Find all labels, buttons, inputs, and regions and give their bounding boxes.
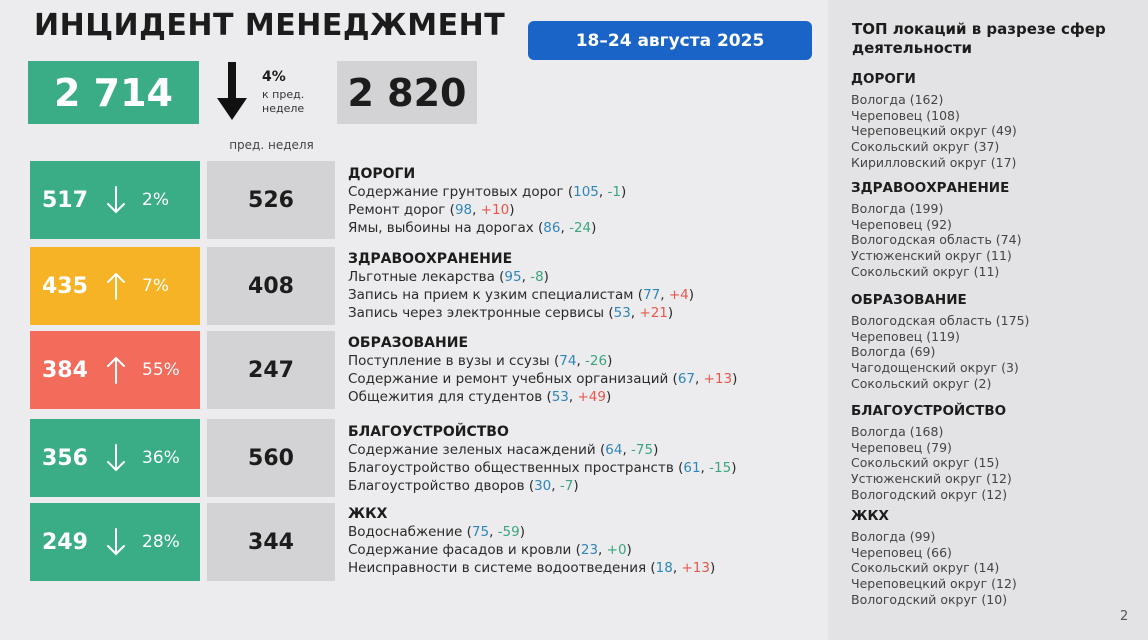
category-previous-value: 344 — [207, 503, 335, 581]
total-change-percent: 4% — [262, 69, 286, 85]
location-item: Устюженский округ (12) — [851, 471, 1012, 487]
detail-delta: +4 — [668, 287, 689, 303]
location-item: Сокольский округ (15) — [851, 455, 1000, 471]
detail-text: Водоснабжение — [348, 524, 463, 540]
detail-delta: +10 — [480, 202, 510, 218]
category-current-box — [30, 247, 200, 325]
category-title: ЖКХ — [348, 506, 388, 522]
detail-text: Содержание фасадов и кровли — [348, 542, 572, 558]
category-current-value: 435 — [42, 273, 88, 299]
location-item: Вологда (99) — [851, 529, 936, 544]
category-detail — [348, 165, 818, 237]
detail-delta: -24 — [569, 220, 592, 236]
detail-count: 23 — [580, 542, 599, 558]
category-change-percent: 2% — [142, 190, 169, 210]
detail-text: Ямы, выбоины на дорогах — [348, 220, 534, 236]
detail-text: Запись на прием к узким специалистам — [348, 287, 634, 303]
detail-count: 95 — [504, 269, 522, 285]
category-detail-line: Содержание фасадов и кровли (23, +0) — [348, 542, 632, 558]
total-change-note: к пред. неделе — [262, 88, 305, 115]
detail-count: 105 — [573, 184, 599, 200]
category-detail-line: Водоснабжение (75, -59) — [348, 524, 526, 540]
detail-count: 53 — [613, 305, 631, 321]
location-item: Вологда (199) — [851, 201, 944, 216]
arrow-down-icon — [104, 185, 128, 215]
arrow-down-icon — [104, 527, 128, 557]
detail-count: 53 — [551, 389, 569, 405]
category-title: ЗДРАВООХРАНЕНИЕ — [348, 251, 513, 267]
page-number: 2 — [1120, 609, 1129, 624]
location-item: Вологодский округ (12) — [851, 486, 1008, 502]
section-title: ЗДРАВООХРАНЕНИЕ — [851, 180, 1010, 196]
category-detail-line: Содержание грунтовых дорог (105, -1) — [348, 184, 627, 200]
top-locations-section — [851, 70, 1141, 171]
detail-delta: +49 — [577, 389, 606, 405]
section-title: БЛАГОУСТРОЙСТВО — [851, 403, 1007, 419]
arrow-up-icon — [104, 271, 128, 301]
location-item: Сокольский округ (11) — [851, 263, 1000, 279]
total-current-value: 2 714 — [28, 61, 199, 124]
category-detail — [348, 423, 818, 495]
detail-text: Ремонт дорог — [348, 202, 446, 218]
location-item: Череповецкий округ (49) — [851, 123, 1017, 139]
date-range-badge: 18–24 августа 2025 — [528, 21, 812, 60]
detail-count: 86 — [543, 220, 561, 236]
detail-delta: -75 — [631, 442, 654, 458]
detail-count: 18 — [655, 560, 673, 576]
location-item: Вологодская область (74) — [851, 232, 1022, 248]
location-item: Череповец (66) — [851, 544, 952, 560]
top-locations-section — [851, 507, 1141, 608]
category-detail-line: Ремонт дорог (98, +10) — [348, 202, 515, 218]
detail-delta: -7 — [559, 478, 574, 494]
category-current-box — [30, 503, 200, 581]
detail-delta: -15 — [709, 460, 732, 476]
total-previous-value: 2 820 — [337, 61, 477, 124]
location-item: Кирилловский округ (17) — [851, 154, 1017, 170]
detail-text: Содержание грунтовых дорог — [348, 184, 564, 200]
category-current-box — [30, 419, 200, 497]
category-change-percent: 36% — [142, 448, 180, 468]
location-item: Череповец (79) — [851, 439, 952, 455]
page-title: ИНЦИДЕНТ МЕНЕДЖМЕНТ — [34, 8, 506, 43]
arrow-down-icon — [104, 443, 128, 473]
category-current-box — [30, 331, 200, 409]
detail-count: 30 — [534, 478, 552, 494]
category-change-percent: 7% — [142, 276, 169, 296]
category-current-box — [30, 161, 200, 239]
detail-text: Общежития для студентов — [348, 389, 543, 405]
location-item: Череповец (92) — [851, 216, 952, 232]
previous-week-label: пред. неделя — [229, 138, 314, 152]
category-detail-line: Содержание и ремонт учебных организаций (67, +13) — [348, 371, 738, 387]
detail-delta: -59 — [497, 524, 520, 540]
category-detail-line: Запись через электронные сервисы (53, +21) — [348, 305, 674, 321]
category-detail-line: Льготные лекарства (95, -8) — [348, 269, 549, 285]
category-title: ОБРАЗОВАНИЕ — [348, 335, 469, 351]
location-item: Вологда (69) — [851, 344, 936, 360]
top-locations-section — [851, 179, 1141, 280]
detail-count: 98 — [454, 202, 473, 218]
detail-text: Содержание зеленых насаждений — [348, 442, 596, 458]
category-detail-line: Поступление в вузы и ссузы (74, -26) — [348, 353, 613, 369]
category-previous-value: 560 — [207, 419, 335, 497]
location-item: Устюженский округ (11) — [851, 248, 1012, 264]
detail-count: 77 — [643, 287, 661, 303]
location-item: Вологда (162) — [851, 92, 944, 107]
category-title: БЛАГОУСТРОЙСТВО — [348, 424, 509, 440]
detail-count: 64 — [605, 442, 623, 458]
location-item: Вологодская область (175) — [851, 313, 1030, 328]
detail-delta: +0 — [606, 542, 627, 558]
top-locations-title: ТОП локаций в разрезе сфер деятельности — [852, 20, 1106, 57]
location-item: Чагодощенский округ (3) — [851, 360, 1019, 376]
location-item: Сокольский округ (2) — [851, 375, 992, 391]
category-change-percent: 28% — [142, 532, 180, 552]
category-current-value: 249 — [42, 529, 88, 555]
category-detail — [348, 250, 818, 322]
detail-delta: -1 — [607, 184, 621, 200]
category-detail-line: Запись на прием к узким специалистам (77, +4) — [348, 287, 695, 303]
detail-delta: +13 — [681, 560, 710, 576]
category-detail — [348, 334, 818, 406]
section-title: ЖКХ — [851, 508, 889, 524]
detail-text: Поступление в вузы и ссузы — [348, 353, 550, 369]
category-detail-line: Неисправности в системе водоотведения (18, +13) — [348, 560, 716, 576]
location-item: Череповец (119) — [851, 328, 960, 344]
category-current-value: 384 — [42, 357, 88, 383]
location-item: Сокольский округ (37) — [851, 139, 1000, 155]
detail-delta: +13 — [703, 371, 733, 387]
category-detail-line: Благоустройство дворов (30, -7) — [348, 478, 579, 494]
category-detail-line: Общежития для студентов (53, +49) — [348, 389, 612, 405]
detail-text: Содержание и ремонт учебных организаций — [348, 371, 669, 387]
top-locations-section — [851, 291, 1141, 392]
detail-count: 61 — [683, 460, 701, 476]
arrow-down-icon — [215, 62, 249, 122]
detail-count: 74 — [559, 353, 577, 369]
location-item: Череповецкий округ (12) — [851, 576, 1017, 592]
category-title: ДОРОГИ — [348, 166, 416, 182]
category-current-value: 517 — [42, 187, 88, 213]
section-title: ОБРАЗОВАНИЕ — [851, 292, 967, 308]
location-item: Череповец (108) — [851, 107, 960, 123]
location-item: Вологодский округ (10) — [851, 591, 1008, 607]
detail-text: Льготные лекарства — [348, 269, 495, 285]
category-detail-line: Содержание зеленых насаждений (64, -75) — [348, 442, 659, 458]
category-detail — [348, 505, 818, 577]
detail-text: Неисправности в системе водоотведения — [348, 560, 647, 576]
location-item: Сокольский округ (14) — [851, 560, 1000, 576]
detail-text: Благоустройство общественных пространств — [348, 460, 674, 476]
category-detail-line: Ямы, выбоины на дорогах (86, -24) — [348, 220, 597, 236]
category-detail-line: Благоустройство общественных пространств (61, -15) — [348, 460, 737, 476]
top-locations-section — [851, 402, 1141, 503]
category-previous-value: 408 — [207, 247, 335, 325]
section-title: ДОРОГИ — [851, 71, 916, 87]
detail-delta: -26 — [585, 353, 608, 369]
location-item: Вологда (168) — [851, 424, 944, 439]
detail-text: Благоустройство дворов — [348, 478, 525, 494]
detail-delta: +21 — [639, 305, 668, 321]
category-current-value: 356 — [42, 445, 88, 471]
detail-count: 67 — [677, 371, 695, 387]
category-change-percent: 55% — [142, 360, 180, 380]
detail-delta: -8 — [530, 269, 544, 285]
category-previous-value: 526 — [207, 161, 335, 239]
arrow-up-icon — [104, 355, 128, 385]
detail-count: 75 — [471, 524, 490, 540]
detail-text: Запись через электронные сервисы — [348, 305, 605, 321]
category-previous-value: 247 — [207, 331, 335, 409]
